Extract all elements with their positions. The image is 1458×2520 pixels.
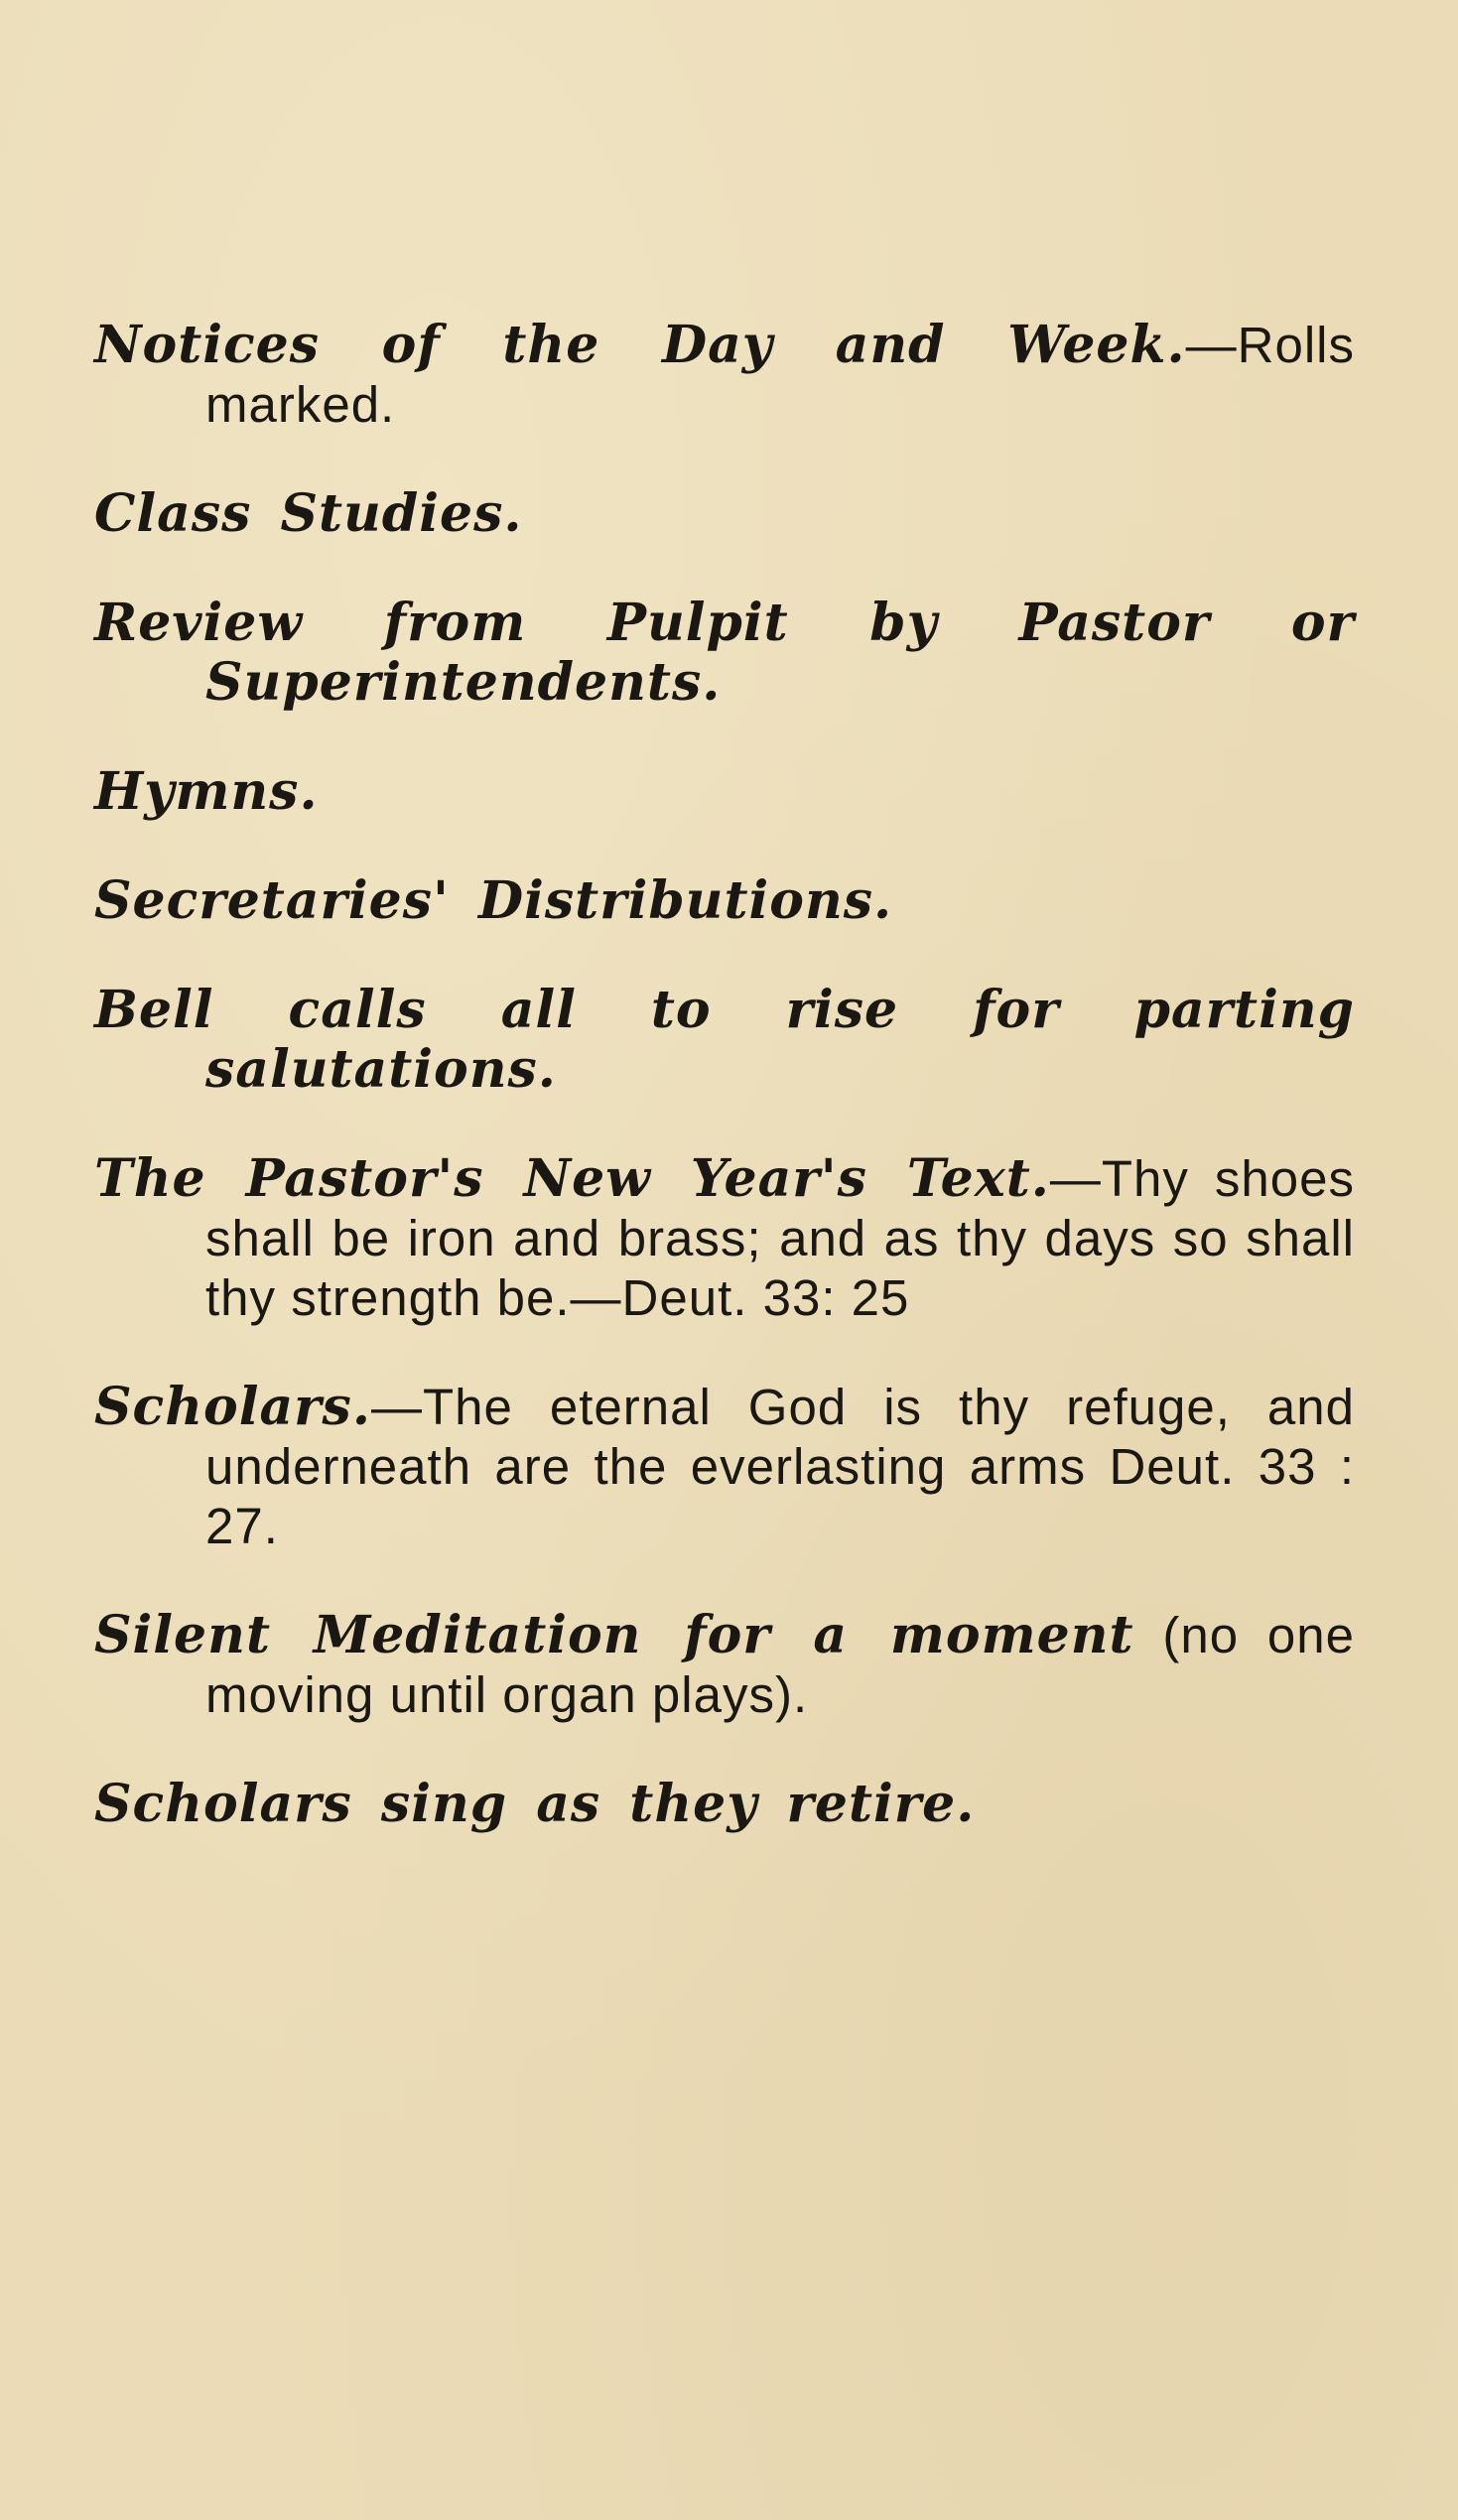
entry-heading: Hymns. [94, 761, 319, 822]
entry-heading: Secretaries' Distributions. [94, 870, 893, 931]
entry-heading: Scholars. [94, 1377, 371, 1437]
entry-hymns [94, 762, 1355, 822]
entry-heading: Bell calls all to rise for parting salutations. [94, 980, 1355, 1100]
entry-body: (no one moving until organ plays). [205, 1607, 1355, 1723]
entry-pastors-text [94, 1149, 1355, 1328]
entry-review [94, 594, 1355, 713]
entry-heading: The Pastor's New Year's Text. [94, 1148, 1050, 1209]
entry-heading: Class Studies. [94, 483, 523, 544]
entry-scholars [94, 1378, 1355, 1556]
document-page [94, 316, 1355, 1884]
entry-heading: Silent Meditation for a moment [94, 1605, 1134, 1665]
entry-heading: Scholars sing as they retire. [94, 1774, 976, 1834]
entry-secretaries [94, 871, 1355, 931]
entry-silent-meditation [94, 1606, 1355, 1725]
entry-scholars-sing [94, 1775, 1355, 1834]
entry-bell [94, 981, 1355, 1100]
entry-heading: Notices of the Day and Week. [94, 315, 1186, 375]
entry-heading: Review from Pulpit by Pastor or Superintendents. [94, 593, 1355, 713]
entry-body: —Rolls marked. [205, 317, 1355, 433]
entry-body: —The eternal God is thy refuge, and underneath are the everlasting arms Deut. 33 : 27. [205, 1379, 1355, 1554]
entry-class-studies [94, 484, 1355, 544]
entry-notices [94, 316, 1355, 435]
entry-body: —Thy shoes shall be iron and brass; and as thy days so shall thy strength be.—Deut. 33: 25 [205, 1150, 1355, 1326]
